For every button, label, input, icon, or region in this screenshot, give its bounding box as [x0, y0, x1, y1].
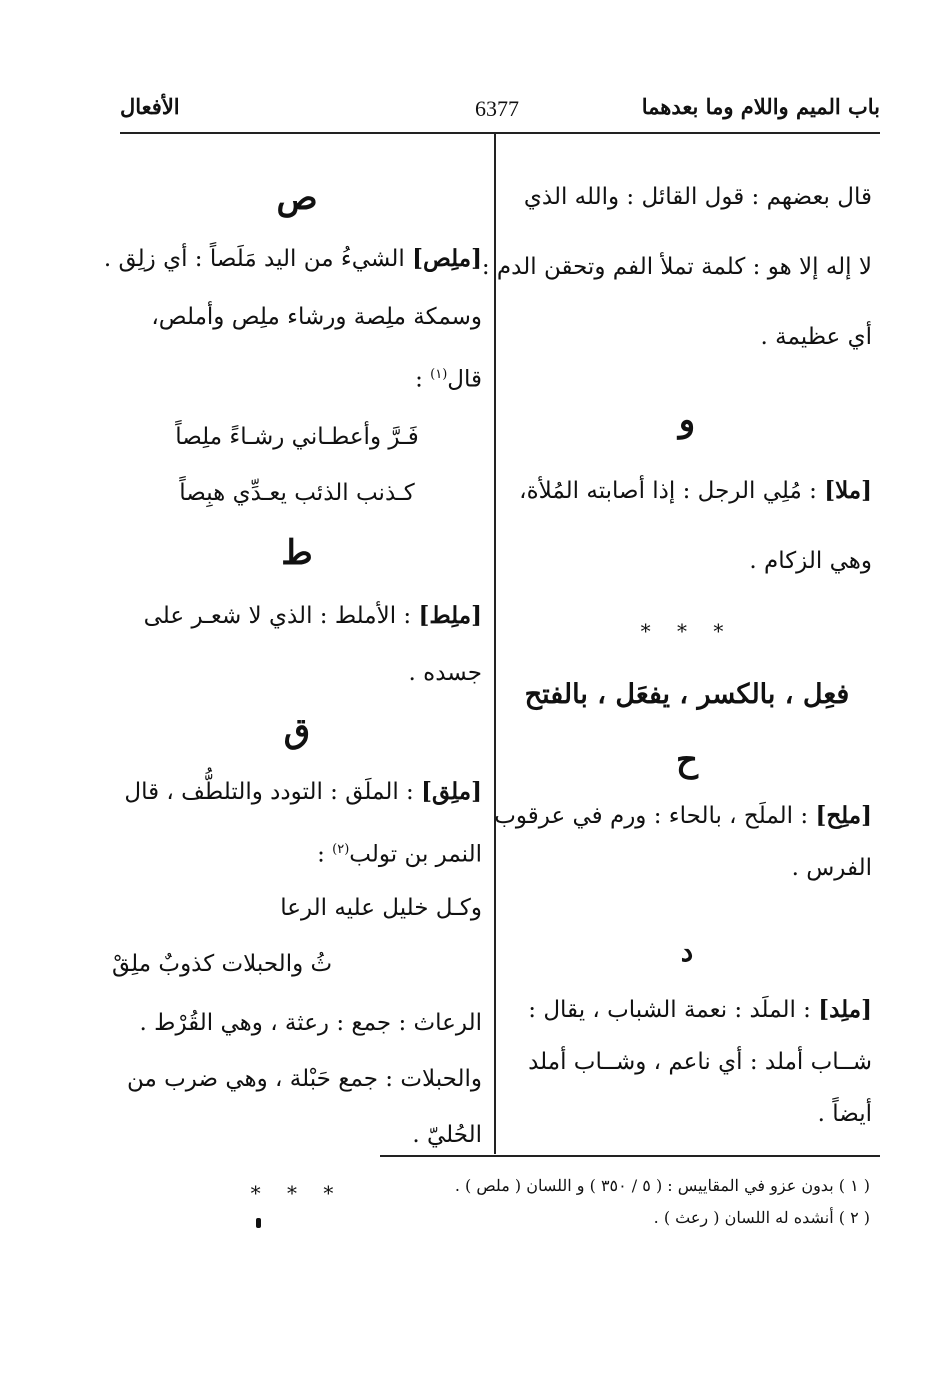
section-letter-ta: ط: [281, 532, 313, 573]
header-rule: [120, 132, 880, 134]
page-number: 6377: [475, 96, 519, 121]
entry-mala-line: وهي الزكام .: [749, 548, 872, 574]
lemma-malas: [ملِص]: [412, 245, 482, 272]
section-separator-stars: * * *: [250, 1181, 344, 1206]
section-separator-stars: * * *: [640, 619, 734, 643]
entry-mala-text: : مُلِي الرجل : إذا أصابته المُلأة،: [519, 478, 825, 504]
footnote-ref-1: (١): [430, 367, 448, 382]
lemma-malat: [ملِط]: [418, 601, 482, 629]
entry-malat-text: : الأملط : الذي لا شعـر على: [143, 602, 419, 629]
entry-malat-line: [112, 585, 482, 647]
page-header: [120, 94, 880, 134]
entry-malas-line: قال$^{(١)}$ :: [415, 366, 482, 393]
entry-malaq-line: [112, 763, 482, 821]
gloss-line: الحُليّ .: [412, 1122, 482, 1149]
lemma-malad: [ملِد]: [818, 996, 872, 1023]
gloss-line: والحبلات : جمع حَبْلة ، وهي ضرب من: [127, 1066, 482, 1093]
section-title: الأفعال: [120, 94, 180, 119]
entry-malad-line: أيضاً .: [817, 1101, 872, 1127]
right-column: [481, 166, 872, 1140]
entry-malas-line: [103, 230, 482, 288]
poem-line: وكـل خليل عليه الرعا: [280, 895, 482, 922]
entry-mala-line: [502, 460, 872, 522]
poem-line: فَـرَّ وأعطـاني رشـاءً ملِصاً: [175, 423, 419, 450]
footnote-1: ( ١ ) بدون عزو في المقاييس : ( ٥ / ٣٥٠ ) و اللسان ( ملص ) .: [454, 1176, 870, 1195]
poem-line: كـذنب الذئب يعـدِّي هبِصاً: [179, 479, 415, 506]
text-line: أي عظيمة .: [760, 324, 872, 350]
poem-line: ثُ والحبلات كذوبٌ ملِقْ: [112, 951, 333, 978]
entry-malah-text: : الملَح ، بالحاء : ورم في عرقوب: [494, 803, 816, 829]
section-letter-ha: ح: [676, 740, 698, 780]
entry-malad-line: [502, 984, 872, 1036]
footnotes: [230, 1170, 870, 1234]
entry-malaq-line: النمر بن تولب$^{(٢)}$ :: [317, 841, 482, 868]
verb-pattern-heading: فعِل ، بالكسر ، يفعَل ، بالفتح: [524, 679, 850, 710]
section-letter-dal: د: [680, 935, 694, 968]
text-line: قال بعضهم : قول القائل : والله الذي: [523, 184, 872, 210]
gloss-line: الرعاث : جمع : رعثة ، وهي القُرْط .: [139, 1010, 482, 1037]
entry-malah-line: [494, 792, 872, 840]
printer-mark: [256, 1218, 261, 1228]
entry-malad-line: شــاب أملد : أي ناعم ، وشــاب أملد: [528, 1049, 872, 1075]
section-letter-sad: ص: [276, 178, 318, 218]
lemma-malah: [ملِح]: [815, 802, 872, 829]
entry-malah-line: الفرس .: [791, 855, 872, 881]
entry-malas-line: وسمكة ملِصة ورشاء ملِص وأملص،: [151, 304, 482, 330]
entry-malad-text: : الملَد : نعمة الشباب ، يقال :: [528, 997, 819, 1023]
footnote-ref-2: (٢): [332, 841, 350, 857]
text-line: لا إله إلا هو : كلمة تملأ الفم وتحقن الدم :: [481, 254, 872, 280]
entry-malaq-text: : الملَق : التودد والتلطُّف ، قال: [124, 778, 422, 805]
entry-malat-line: جسده .: [408, 659, 482, 686]
chapter-title: باب الميم واللام وما بعدهما: [641, 94, 880, 119]
section-letter-qaf: ق: [283, 710, 311, 751]
footnote-2: ( ٢ ) أنشده له اللسان ( رعث ) .: [653, 1208, 870, 1227]
section-letter-waw: و: [678, 400, 696, 440]
entry-malas-text: الشيءُ من اليد مَلَصاً : أي زلِق .: [103, 246, 413, 272]
lemma-malaq: [ملِق]: [421, 777, 482, 805]
lemma-mala: [ملا]: [824, 477, 872, 504]
left-column: [103, 166, 482, 1223]
